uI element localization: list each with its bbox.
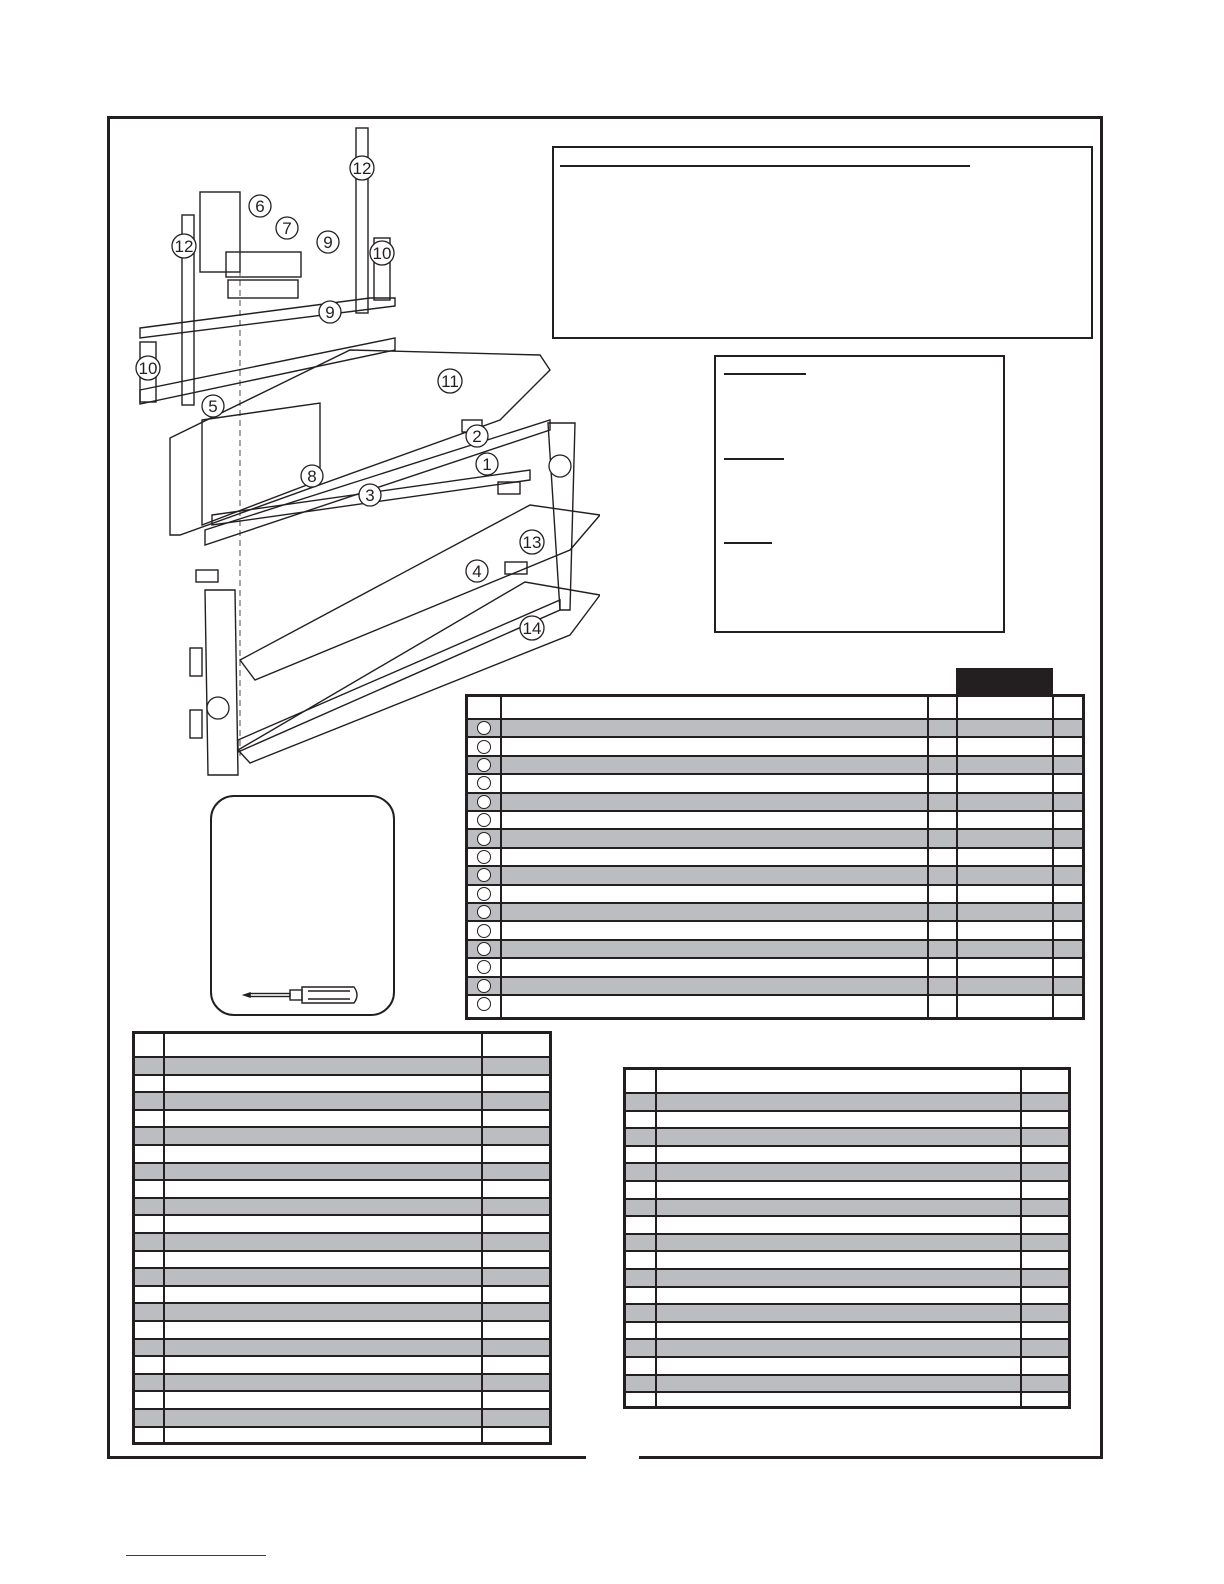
footer-link-underline[interactable] bbox=[126, 1555, 266, 1556]
part-number-circle bbox=[477, 795, 491, 809]
table-row bbox=[135, 1390, 549, 1408]
notice-box bbox=[552, 146, 1093, 339]
col-divider bbox=[956, 697, 958, 1017]
table-row bbox=[468, 810, 1082, 828]
svg-text:4: 4 bbox=[472, 562, 482, 581]
svg-text:6: 6 bbox=[255, 197, 265, 216]
callout-13 bbox=[520, 530, 544, 554]
callout-10-right bbox=[370, 241, 394, 265]
bracket-bar bbox=[226, 252, 301, 277]
part-number-circle bbox=[477, 758, 491, 772]
col-divider bbox=[1052, 697, 1054, 1017]
table-row bbox=[135, 1355, 549, 1373]
svg-text:10: 10 bbox=[372, 244, 392, 263]
frame-bottom-right-rule bbox=[639, 1456, 1100, 1459]
svg-text:8: 8 bbox=[307, 467, 317, 486]
part-number-circle bbox=[477, 887, 491, 901]
table-row bbox=[626, 1127, 1068, 1145]
callout-12-left bbox=[172, 234, 196, 258]
part-number-circle bbox=[477, 905, 491, 919]
col-divider bbox=[655, 1070, 657, 1406]
table-row bbox=[135, 1197, 549, 1215]
info-box bbox=[714, 355, 1005, 633]
table-row bbox=[135, 1285, 549, 1303]
callout-10-left bbox=[136, 356, 160, 380]
table-row bbox=[626, 1391, 1068, 1409]
col-divider bbox=[500, 697, 502, 1017]
lower-rail bbox=[140, 338, 395, 404]
table-row bbox=[135, 1426, 549, 1444]
part-number-circle bbox=[477, 740, 491, 754]
callout-9-bottom bbox=[319, 301, 341, 323]
callout-7 bbox=[276, 217, 298, 239]
table-row bbox=[135, 1267, 549, 1285]
svg-text:13: 13 bbox=[522, 533, 542, 552]
table-row bbox=[626, 1145, 1068, 1163]
svg-text:14: 14 bbox=[522, 619, 542, 638]
table-row bbox=[468, 939, 1082, 957]
table-row bbox=[468, 957, 1082, 975]
frame-bottom-left-rule bbox=[107, 1456, 586, 1459]
table-row bbox=[626, 1198, 1068, 1216]
callout-blank-right bbox=[549, 455, 571, 477]
table-row bbox=[468, 736, 1082, 754]
table-row bbox=[468, 902, 1082, 920]
svg-text:1: 1 bbox=[482, 455, 492, 474]
table-row bbox=[626, 1321, 1068, 1339]
table-row bbox=[135, 1250, 549, 1268]
bracket-left-low bbox=[190, 648, 202, 676]
table-row bbox=[626, 1250, 1068, 1268]
part-number-circle bbox=[477, 721, 491, 735]
callout-9-top bbox=[317, 231, 339, 253]
top-glass-shelf bbox=[170, 350, 550, 535]
table-row bbox=[135, 1373, 549, 1391]
table-row bbox=[626, 1180, 1068, 1198]
callout-6 bbox=[249, 195, 271, 217]
table-row bbox=[626, 1110, 1068, 1128]
middle-glass-shelf bbox=[240, 505, 600, 680]
table-row bbox=[468, 755, 1082, 773]
svg-text:9: 9 bbox=[323, 233, 333, 252]
table-row bbox=[135, 1302, 549, 1320]
info-heading-rule-3 bbox=[724, 542, 772, 544]
right-leg bbox=[548, 423, 575, 610]
col-divider bbox=[927, 697, 929, 1017]
table-row bbox=[468, 828, 1082, 846]
col-divider bbox=[163, 1034, 165, 1442]
part-number-circle bbox=[477, 960, 491, 974]
phillips-screwdriver-icon bbox=[242, 983, 366, 1007]
table-row bbox=[468, 773, 1082, 791]
table-row bbox=[626, 1374, 1068, 1392]
table-row bbox=[135, 1144, 549, 1162]
table-row bbox=[468, 884, 1082, 902]
table-row bbox=[626, 1092, 1068, 1110]
table-row bbox=[135, 1232, 549, 1250]
callout-12-right bbox=[350, 156, 374, 180]
svg-text:3: 3 bbox=[365, 486, 375, 505]
left-leg bbox=[205, 590, 238, 775]
table-row bbox=[626, 1215, 1068, 1233]
col-divider bbox=[481, 1034, 483, 1442]
table-row bbox=[135, 1338, 549, 1356]
callout-3 bbox=[359, 484, 381, 506]
table-row bbox=[626, 1338, 1068, 1356]
callout-4 bbox=[466, 560, 488, 582]
parts-table bbox=[465, 694, 1085, 1020]
back-panel bbox=[202, 403, 320, 525]
part-number-circle bbox=[477, 924, 491, 938]
callout-2 bbox=[466, 425, 488, 447]
part-number-circle bbox=[477, 832, 491, 846]
table-row bbox=[626, 1233, 1068, 1251]
part-number-circle bbox=[477, 997, 491, 1011]
callout-blank-left bbox=[207, 697, 229, 719]
svg-text:9: 9 bbox=[325, 303, 335, 322]
table-row bbox=[626, 1356, 1068, 1374]
svg-text:12: 12 bbox=[174, 237, 194, 256]
part-number-circle bbox=[477, 942, 491, 956]
callout-14 bbox=[520, 616, 544, 640]
table-row bbox=[135, 1320, 549, 1338]
part-number-circle bbox=[477, 979, 491, 993]
hardware-table-right bbox=[623, 1067, 1071, 1409]
part-number-circle bbox=[477, 776, 491, 790]
part-number-circle bbox=[477, 868, 491, 882]
hardware-table-left bbox=[132, 1031, 552, 1445]
svg-text:11: 11 bbox=[441, 372, 459, 391]
table-row bbox=[468, 847, 1082, 865]
table-row bbox=[468, 976, 1082, 994]
lower-bracket-bar bbox=[228, 280, 298, 298]
table-row bbox=[135, 1179, 549, 1197]
callout-11 bbox=[438, 369, 462, 393]
table-row bbox=[626, 1303, 1068, 1321]
table-row bbox=[626, 1286, 1068, 1304]
bracket-left bbox=[196, 570, 218, 582]
table-row bbox=[626, 1162, 1068, 1180]
table-row bbox=[135, 1109, 549, 1127]
callout-5 bbox=[202, 395, 224, 417]
table-row bbox=[468, 920, 1082, 938]
callout-8 bbox=[301, 465, 323, 487]
col-divider bbox=[1020, 1070, 1022, 1406]
table-row bbox=[135, 1408, 549, 1426]
tools-required-box bbox=[210, 795, 395, 1016]
table-row bbox=[468, 994, 1082, 1012]
table-row bbox=[468, 865, 1082, 883]
svg-text:5: 5 bbox=[208, 397, 218, 416]
table-row bbox=[135, 1214, 549, 1232]
exploded-assembly-diagram bbox=[120, 120, 600, 790]
parts-table-header-tab bbox=[956, 668, 1053, 695]
table-row bbox=[135, 1074, 549, 1092]
table-row bbox=[626, 1268, 1068, 1286]
info-heading-rule-2 bbox=[724, 458, 784, 460]
bracket-left-bottom bbox=[190, 710, 202, 738]
svg-text:2: 2 bbox=[472, 427, 482, 446]
table-row bbox=[468, 718, 1082, 736]
svg-text:10: 10 bbox=[138, 359, 158, 378]
info-heading-rule-1 bbox=[724, 373, 806, 375]
table-row bbox=[135, 1056, 549, 1074]
upper-rail bbox=[140, 298, 395, 338]
callout-1 bbox=[476, 453, 498, 475]
part-number-circle bbox=[477, 813, 491, 827]
notice-heading-rule bbox=[560, 165, 970, 167]
svg-text:12: 12 bbox=[352, 159, 372, 178]
table-row bbox=[135, 1126, 549, 1144]
bracket-plate bbox=[200, 192, 240, 272]
svg-text:7: 7 bbox=[282, 219, 292, 238]
table-row bbox=[135, 1091, 549, 1109]
part-number-circle bbox=[477, 850, 491, 864]
table-row bbox=[468, 792, 1082, 810]
table-row bbox=[135, 1162, 549, 1180]
